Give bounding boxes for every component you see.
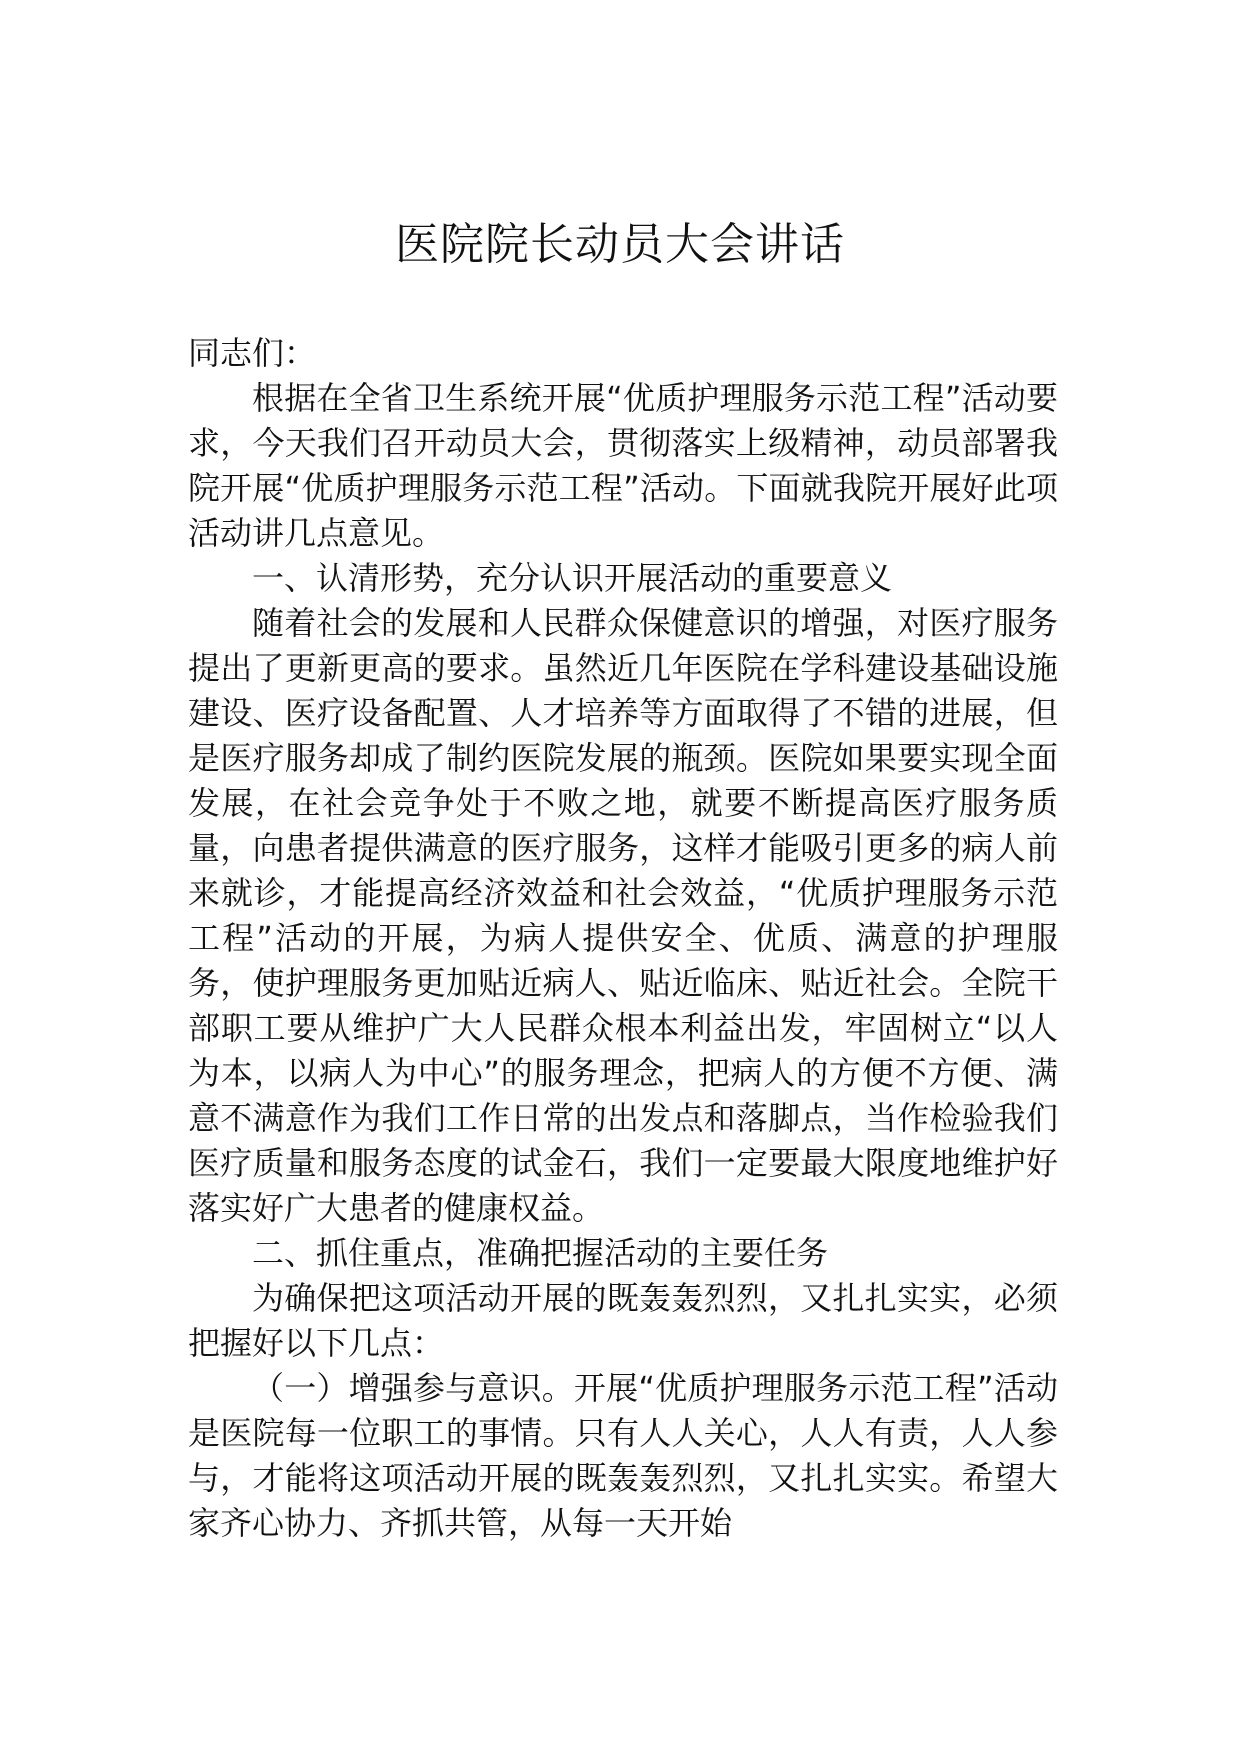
paragraph-intro: 根据在全省卫生系统开展“优质护理服务示范工程”活动要求，今天我们召开动员大会，贯彻落实上级精神，动员部署我院开展“优质护理服务示范工程”活动。下面就我院开展好此项活动讲几点意见。 <box>188 379 1058 552</box>
section-heading-1: 一、认清形势，充分认识开展活动的重要意义 <box>252 559 893 597</box>
salutation: 同志们： <box>188 334 317 372</box>
document-title: 医院院长动员大会讲话 <box>395 219 845 270</box>
section-heading-2: 二、抓住重点，准确把握活动的主要任务 <box>252 1234 829 1272</box>
document-body <box>188 331 1058 1546</box>
paragraph-section-2-intro: 为确保把这项活动开展的既轰轰烈烈，又扎扎实实，必须把握好以下几点： <box>188 1279 1058 1362</box>
paragraph-section-1: 随着社会的发展和人民群众保健意识的增强，对医疗服务提出了更新更高的要求。虽然近几年医院在学科建设基础设施建设、医疗设备配置、人才培养等方面取得了不错的进展，但是医疗服务却成了制约医院发展的瓶颈。医院如果要实现全面发展，在社会竞争处于不败之地，就要不断提高医疗服务质量，向患者提供满意的医疗服务，这样才能吸引更多的病人前来就诊，才能提高经济效益和社会效益，“优质护理服务示范工程”活动的开展，为病人提供安全、优质、满意的护理服务，使护理服务更加贴近病人、贴近临床、贴近社会。全院干部职工要从维护广大人民群众根本利益出发，牢固树立“以人为本，以病人为中心”的服务理念，把病人的方便不方便、满意不满意作为我们工作日常的出发点和落脚点，当作检验我们医疗质量和服务态度的试金石，我们一定要最大限度地维护好落实好广大患者的健康权益。 <box>188 604 1058 1227</box>
paragraph-subsection-1: （一）增强参与意识。开展“优质护理服务示范工程”活动是医院每一位职工的事情。只有人人关心，人人有责，人人参与，才能将这项活动开展的既轰轰烈烈，又扎扎实实。希望大家齐心协力、齐抓共管，从每一天开始 <box>188 1369 1058 1542</box>
